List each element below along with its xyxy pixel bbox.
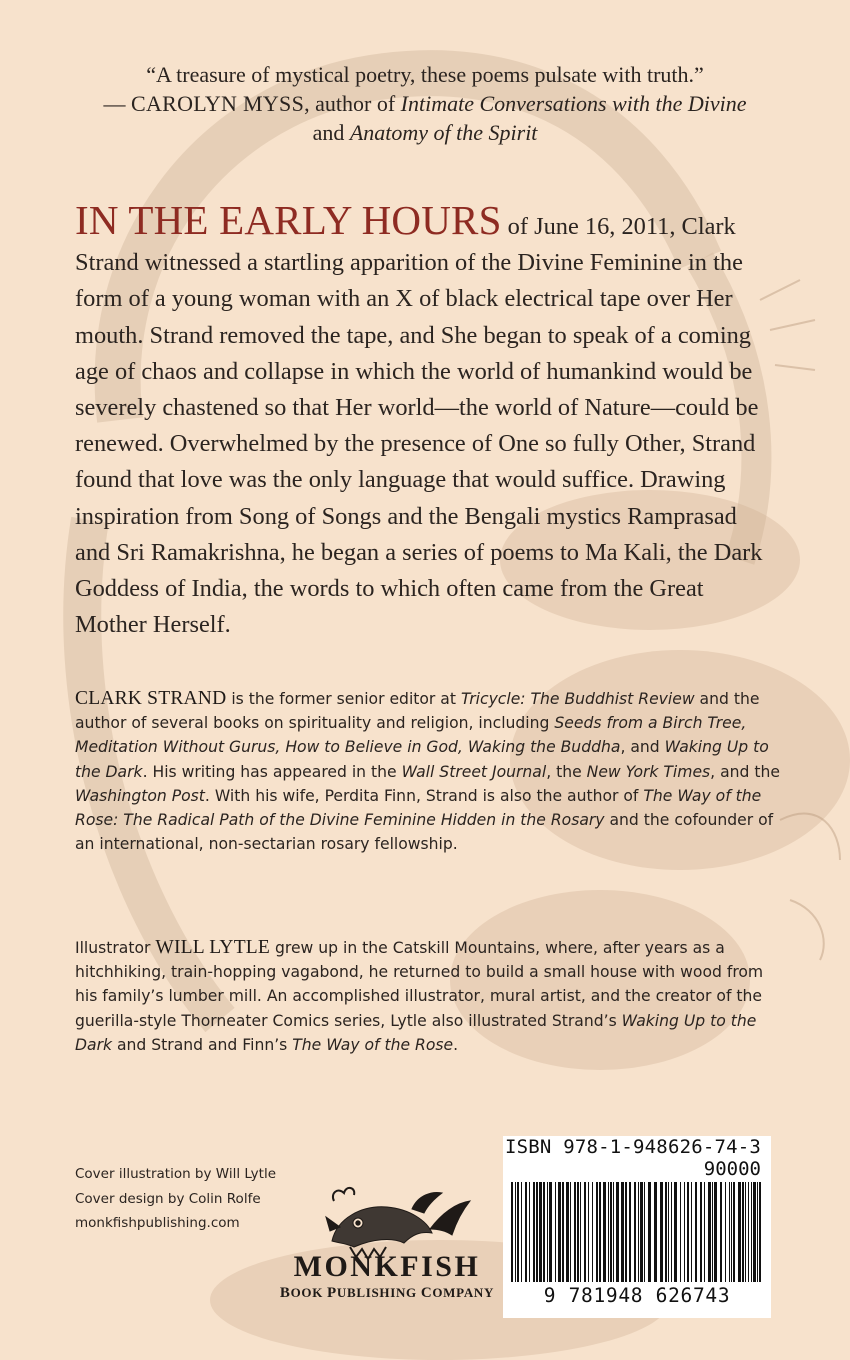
barcode-bar [695,1182,697,1282]
barcode-bar [547,1182,548,1282]
description-text: of June 16, 2011, Clark Strand witnessed a startling apparition of the Divine Feminine in the form of a young woman with an X of black electrical tape over Her mouth. Strand removed the tape, and She began to speak of a coming age of chaos and collapse in which the world of humankind would be severely chastened so that Her world—the world of Nature—could be renewed. Overwhelmed by the presence of One so fully Other, Strand found that love was the only language that would suffice. Drawing inspiration from Song of Songs and the Bengali mystics Ramprasad and Sri Ramakrishna, he began a series of poems to Ma Kali, the Dark Goddess of India, the words to which often came from the Great Mother Herself. [75,213,763,639]
barcode-bar [533,1182,535,1282]
barcode-bar [539,1182,542,1282]
barcode-bar [570,1182,571,1282]
barcode-bar [648,1182,651,1282]
barcode-bar [603,1182,606,1282]
barcode-bar [700,1182,702,1282]
barcode-bar [536,1182,538,1282]
publisher-website: monkfishpublishing.com [75,1215,240,1232]
barcode-bar [592,1182,593,1282]
barcode-bar [738,1182,741,1282]
barcode-bar [580,1182,581,1282]
barcode-bar [687,1182,689,1282]
barcode-bar [712,1182,713,1282]
illustrator-bio: Illustrator WILL LYTLE grew up in the Catskill Mountains, where, after years as a hitchhiking, train-hopping vagabond, he returned to build a small house with wood from his family’s lumber mill. An accomplished illustrator, mural artist, and the creator of the guerilla-style Thorneater Comics series, Lytle also illustrated Strand’s Waking Up to the Dark and Strand and Finn’s The Way of the Rose. [75,937,764,1054]
description-lead-in: IN THE EARLY HOURS [75,197,502,243]
barcode-bar [759,1182,761,1282]
barcode-bar [566,1182,569,1282]
barcode-bar [577,1182,579,1282]
author-bio: CLARK STRAND is the former senior editor at Tricycle: The Buddhist Review and the author of several books on spirituality and religion, including Seeds from a Birch Tree, Meditation Without Gurus, How to Believe in God, Waking the Buddha, and Waking Up to the Dark. His writing has appeared in the Wall Street Journal, the New York Times, and the Washington Post. With his wife, Perdita Finn, Strand is also the author of The Way of the Rose: The Radical Path of the Divine Feminine Hidden in the Rosary and the cofounder of an international, non-sectarian rosary fellowship. [75,688,780,854]
barcode-bar [599,1182,601,1282]
cover-credits [75,1162,305,1236]
barcode-bar [745,1182,746,1282]
barcode-bar [515,1182,516,1282]
barcode-bar [748,1182,749,1282]
publisher-subtitle: BOOK PUBLISHING COMPANY [279,1285,495,1301]
barcode-bar [644,1182,645,1282]
illustration-credit: Cover illustration by Will Lytle [75,1166,276,1182]
barcode-bar [555,1182,556,1282]
barcode-bar [660,1182,663,1282]
barcode-bar [558,1182,561,1282]
barcode-bar [543,1182,545,1282]
isbn-text: ISBN 978-1-948626-74-3 [505,1136,762,1158]
barcode-bar [621,1182,624,1282]
barcode-bar [608,1182,609,1282]
barcode-bar [625,1182,627,1282]
barcode-bar [629,1182,631,1282]
barcode-bar [665,1182,667,1282]
endorsement-quote: “A treasure of mystical poetry, these poems pulsate with truth.” — CAROLYN MYSS, author of Intimate Conversations with the Divine and Anatomy of the Spirit [40,60,810,147]
isbn-barcode [503,1136,771,1318]
barcode-bars [511,1182,763,1282]
publisher-name: MONKFISH [293,1250,481,1283]
barcode-bar [704,1182,705,1282]
barcode-bar [753,1182,756,1282]
illustrator-name: WILL LYTLE [155,937,271,958]
barcode-bar [742,1182,744,1282]
price-code: 90000 [703,1158,761,1180]
barcode-bar [588,1182,589,1282]
barcode-bar [674,1182,677,1282]
barcode-bar [634,1182,636,1282]
barcode-bar [680,1182,681,1282]
barcode-bar [729,1182,730,1282]
barcode-bar [610,1182,612,1282]
barcode-bar [640,1182,643,1282]
quote-attribution: — CAROLYN MYSS, author of Intimate Conversations with the Divine [103,91,747,116]
barcode-bar [517,1182,519,1282]
barcode-bar [525,1182,527,1282]
barcode-bar [720,1182,722,1282]
barcode-bar [574,1182,576,1282]
barcode-bar [671,1182,672,1282]
barcode-digits: 9 781948 626743 [543,1284,731,1307]
quote-book-2: Anatomy of the Spirit [349,120,538,145]
barcode-bar [584,1182,586,1282]
barcode-bar [613,1182,614,1282]
book-description [75,197,775,643]
quote-author: CAROLYN MYSS [130,91,305,116]
barcode-bar [521,1182,522,1282]
barcode-bar [691,1182,692,1282]
barcode-bar [529,1182,530,1282]
barcode-bar [638,1182,639,1282]
barcode-bar [708,1182,711,1282]
barcode-bar [549,1182,552,1282]
quote-text: “A treasure of mystical poetry, these poems pulsate with truth.” [146,62,704,87]
barcode-bar [725,1182,726,1282]
quote-book-1: Intimate Conversations with the Divine [400,91,747,116]
barcode-bar [751,1182,752,1282]
barcode-bar [511,1182,513,1282]
barcode-bar [596,1182,598,1282]
barcode-bar [731,1182,732,1282]
barcode-bar [562,1182,564,1282]
barcode-bar [654,1182,657,1282]
design-credit: Cover design by Colin Rolfe [75,1190,261,1207]
barcode-bar [684,1182,685,1282]
barcode-bar [668,1182,669,1282]
barcode-bar [616,1182,619,1282]
barcode-bar [733,1182,735,1282]
barcode-bar [757,1182,758,1282]
author-name: CLARK STRAND [75,688,227,709]
barcode-bar [714,1182,717,1282]
publisher-logo-block [278,1183,496,1302]
